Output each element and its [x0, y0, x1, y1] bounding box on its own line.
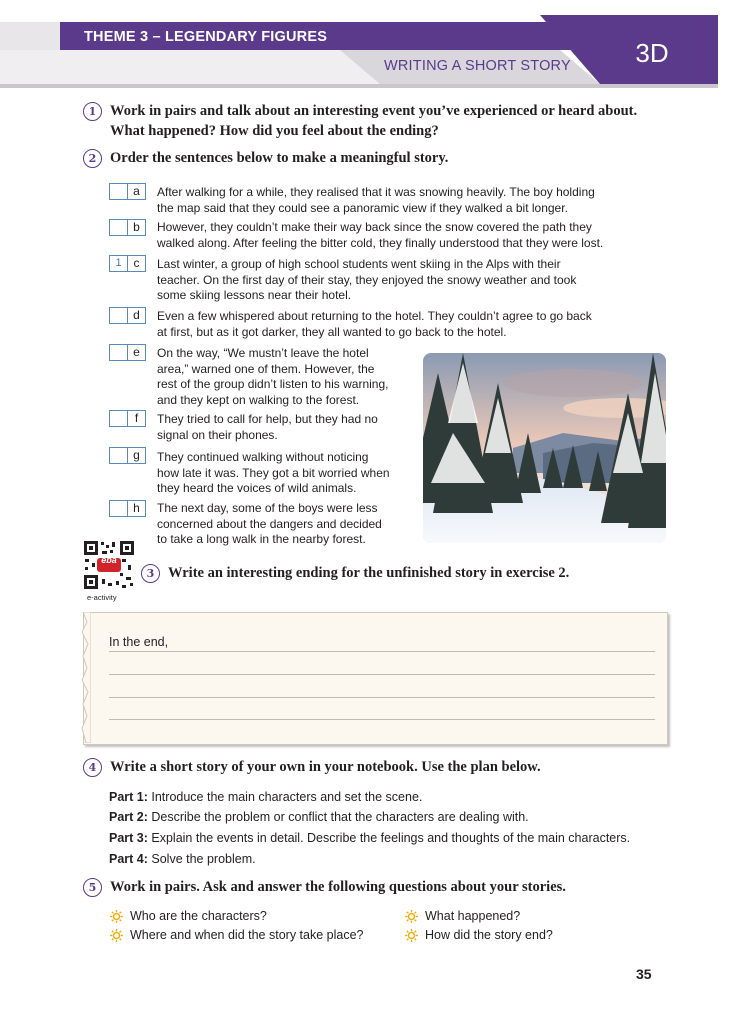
sentence-line: teacher. On the first day of their stay, they enjoyed the snowy weather and took: [157, 272, 577, 287]
plan-label: Part 3:: [109, 831, 148, 845]
exercise-2-number: 2: [83, 149, 102, 168]
sentence-line: They tried to call for help, but they had no: [157, 412, 378, 426]
sentence-line: signal on their phones.: [157, 427, 278, 442]
exercise-3-number: 3: [141, 564, 160, 583]
qr-brand-mark: eba: [101, 555, 117, 565]
answer-box-e[interactable]: [109, 344, 128, 361]
question-item: What happened?: [425, 909, 521, 923]
plan-part-4: [109, 852, 256, 866]
exercise-1-number: 1: [83, 102, 102, 121]
plan-text: Describe the problem or conflict that the characters are dealing with.: [147, 810, 529, 824]
sentence-line: to take a long walk in the nearby forest.: [157, 532, 366, 546]
sentence-line: Even a few whispered about returning to the hotel. They couldn’t agree to go back: [157, 309, 592, 323]
sentence-letter-h: h: [128, 500, 146, 517]
sentence-line: On the way, “We mustn’t leave the hotel: [157, 346, 369, 360]
sentence-letter-a: a: [128, 183, 146, 200]
sentence-g: [157, 450, 390, 497]
plan-text: Introduce the main characters and set the scene.: [147, 790, 423, 804]
unit-code: 3D: [635, 38, 669, 68]
sentence-line: how late it was. They got a bit worried when: [157, 465, 390, 480]
sentence-line: rest of the group didn’t listen to his warning,: [157, 377, 389, 391]
page-number: 35: [636, 966, 652, 982]
qr-code-icon[interactable]: [82, 539, 136, 591]
sentence-line: the map said that they could see a panoramic view if they walked a bit longer.: [157, 200, 568, 215]
writing-line[interactable]: [109, 651, 655, 652]
sentence-line: After walking for a while, they realised that it was snowing heavily. The boy holding: [157, 185, 595, 199]
exercise-3-instruction: Write an interesting ending for the unfinished story in exercise 2.: [168, 565, 570, 581]
sentence-line: They continued walking without noticing: [157, 450, 369, 464]
sentence-line: concerned about the dangers and decided: [157, 516, 382, 531]
sentence-letter-g: g: [128, 447, 146, 464]
answer-box-b[interactable]: [109, 219, 128, 236]
sentence-b: [157, 220, 603, 251]
writing-area[interactable]: [83, 612, 668, 745]
plan-text: Solve the problem.: [147, 852, 256, 866]
sun-bullet-icon: [110, 929, 123, 942]
writing-prompt: In the end,: [109, 635, 169, 649]
answer-box-h[interactable]: [109, 500, 128, 517]
exercise-1-instruction-line1: Work in pairs and talk about an interesting event you’ve experienced or heard about.: [110, 103, 638, 119]
exercise-4-instruction: Write a short story of your own in your notebook. Use the plan below.: [110, 759, 541, 775]
writing-line[interactable]: [109, 719, 655, 720]
sentence-letter-e: e: [128, 344, 146, 361]
snowy-forest-photo: [423, 353, 666, 543]
torn-edge-decoration: [79, 612, 91, 743]
writing-line[interactable]: [109, 697, 655, 698]
sentence-line: some skiing lessons near their hotel.: [157, 288, 352, 302]
sentence-line: they heard the voices of wild animals.: [157, 481, 357, 495]
sentence-letter-f: f: [128, 410, 146, 427]
sentence-d: [157, 309, 592, 340]
sentence-a: [157, 185, 595, 216]
sentence-f: [157, 412, 378, 443]
exercise-5-instruction: Work in pairs. Ask and answer the following questions about your stories.: [110, 879, 566, 895]
sentence-line: walked along. After feeling the bitter cold, they finally understood that they were lost.: [157, 235, 604, 250]
theme-title: THEME 3 – LEGENDARY FIGURES: [84, 29, 328, 45]
plan-part-1: [109, 790, 422, 804]
qr-label: e-activity: [87, 593, 117, 602]
sentence-c: [157, 257, 576, 304]
sentence-line: area,” warned one of them. However, the: [157, 361, 375, 376]
exercise-5-number: 5: [83, 878, 102, 897]
sentence-line: Last winter, a group of high school students went skiing in the Alps with their: [157, 257, 561, 271]
question-item: Who are the characters?: [130, 909, 267, 923]
sun-bullet-icon: [405, 910, 418, 923]
sentence-line: at first, but as it got darker, they all wanted to go back to the hotel.: [157, 324, 507, 339]
writing-line[interactable]: [109, 674, 655, 675]
answer-box-f[interactable]: [109, 410, 128, 427]
sentence-h: [157, 501, 382, 548]
sentence-line: However, they couldn’t make their way back since the snow covered the path they: [157, 220, 592, 234]
plan-part-3: [109, 831, 630, 845]
answer-box-a[interactable]: [109, 183, 128, 200]
plan-label: Part 2:: [109, 810, 148, 824]
plan-part-2: [109, 810, 529, 824]
answer-box-g[interactable]: [109, 447, 128, 464]
exercise-4-number: 4: [83, 758, 102, 777]
sentence-line: The next day, some of the boys were less: [157, 501, 378, 515]
sentence-e: [157, 346, 388, 408]
lesson-title: WRITING A SHORT STORY: [384, 58, 571, 74]
plan-label: Part 1:: [109, 790, 148, 804]
sun-bullet-icon: [405, 929, 418, 942]
sentence-letter-d: d: [128, 307, 146, 324]
sentence-letter-b: b: [128, 219, 146, 236]
plan-label: Part 4:: [109, 852, 148, 866]
answer-box-c[interactable]: 1: [109, 255, 128, 272]
exercise-2-instruction: Order the sentences below to make a meaningful story.: [110, 150, 449, 166]
answer-box-d[interactable]: [109, 307, 128, 324]
sentence-letter-c: c: [128, 255, 146, 272]
plan-text: Explain the events in detail. Describe the feelings and thoughts of the main characters.: [147, 831, 631, 845]
exercise-1-instruction-line2: What happened? How did you feel about the ending?: [110, 123, 439, 139]
question-item: How did the story end?: [425, 928, 553, 942]
question-item: Where and when did the story take place?: [130, 928, 364, 942]
sun-bullet-icon: [110, 910, 123, 923]
sentence-line: and they kept on walking to the forest.: [157, 392, 360, 407]
